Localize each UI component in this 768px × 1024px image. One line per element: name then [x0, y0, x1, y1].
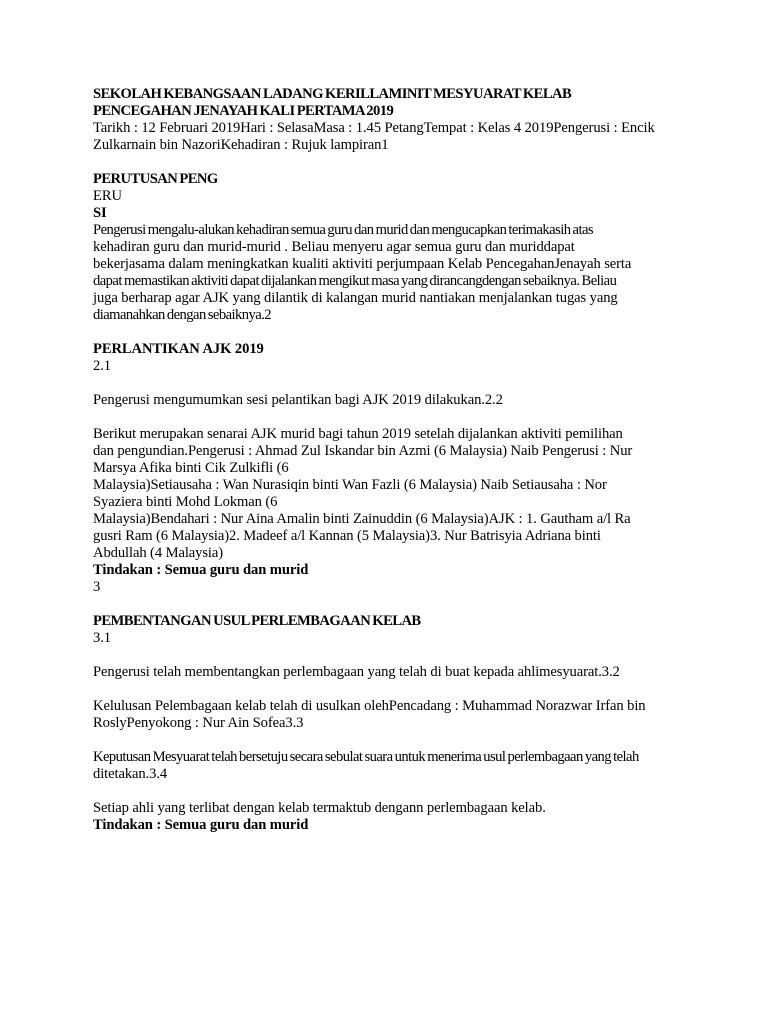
- spacer: [93, 681, 698, 698]
- section-3-paragraph-2-line-1: Kelulusan Pelembagaan kelab telah di usulkan olehPencadang : Muhammad Norazwar Irfan bin: [93, 698, 646, 714]
- section-2-line-7: gusri Ram (6 Malaysia)2. Madeef a/l Kannan (5 Malaysia)3. Nur Batrisyia Adriana binti: [93, 528, 601, 544]
- section-3-paragraph-4: Setiap ahli yang terlibat dengan kelab termaktub dengann perlembagaan kelab.: [93, 800, 546, 816]
- spacer: [93, 375, 698, 392]
- spacer: [93, 324, 698, 341]
- section-2-line-5: Syaziera binti Mohd Lokman (6: [93, 494, 278, 510]
- spacer: [93, 154, 698, 171]
- section-1-line-5: juga berharap agar AJK yang dilantik di kalangan murid nantiakan menjalankan tugas yang: [93, 290, 618, 306]
- section-1-line-1: Pengerusi mengalu-alukan kehadiran semua guru dan murid dan mengucapkan terimakasih atas: [93, 222, 594, 238]
- section-2-action: Tindakan : Semua guru dan murid: [93, 562, 309, 578]
- section-3-paragraph-3-line-1: Keputusan Mesyuarat telah bersetuju secara sebulat suara untuk menerima usul perlembagaan yang telah: [93, 749, 639, 765]
- document-title-line-1: SEKOLAH KEBANGSAAN LADANG KERILLAMINIT MESYUARAT KELAB: [93, 86, 572, 102]
- meeting-details-line-1: Tarikh : 12 Februari 2019Hari : SelasaMasa : 1.45 PetangTempat : Kelas 4 2019Pengerusi : Encik: [93, 120, 655, 136]
- section-3-paragraph-1: Pengerusi telah membentangkan perlembagaan yang telah di buat kepada ahlimesyuarat.3.2: [93, 664, 620, 680]
- section-1-heading-b: ERU: [93, 188, 122, 204]
- section-2-line-3: Marsya Afika binti Cik Zulkifli (6: [93, 460, 289, 476]
- section-3-heading: PEMBENTANGAN USUL PERLEMBAGAAN KELAB: [93, 613, 421, 629]
- spacer: [93, 783, 698, 800]
- section-2-heading: PERLANTIKAN AJK 2019: [93, 341, 264, 357]
- section-2-line-1: Berikut merupakan senarai AJK murid bagi tahun 2019 setelah dijalankan aktiviti pemilihan: [93, 426, 623, 442]
- section-2-line-4: Malaysia)Setiausaha : Wan Nurasiqin binti Wan Fazli (6 Malaysia) Naib Setiausaha : Nor: [93, 477, 607, 493]
- section-3-number-label: 3: [93, 579, 101, 595]
- section-1-line-2: kehadiran guru dan murid-murid . Beliau menyeru agar semua guru dan muriddapat: [93, 239, 575, 255]
- section-1-line-6: diamanahkan dengan sebaiknya.2: [93, 307, 272, 323]
- spacer: [93, 647, 698, 664]
- section-3-paragraph-3-line-2: ditetakan.3.4: [93, 766, 168, 782]
- spacer: [93, 596, 698, 613]
- section-1-heading-a: PERUTUSAN PENG: [93, 171, 218, 187]
- spacer: [93, 409, 698, 426]
- document-title-line-2: PENCEGAHAN JENAYAH KALI PERTAMA 2019: [93, 103, 394, 119]
- section-3-action: Tindakan : Semua guru dan murid: [93, 817, 309, 833]
- spacer: [93, 732, 698, 749]
- section-2-line-6: Malaysia)Bendahari : Nur Aina Amalin binti Zainuddin (6 Malaysia)AJK : 1. Gautham a/l Ra: [93, 511, 631, 527]
- meeting-details-line-2: Zulkarnain bin NazoriKehadiran : Rujuk lampiran1: [93, 137, 389, 153]
- section-1-line-3: bekerjasama dalam meningkatkan kualiti aktiviti perjumpaan Kelab PencegahanJenayah serta: [93, 256, 632, 272]
- section-2-line-8: Abdullah (4 Malaysia): [93, 545, 224, 561]
- section-1-line-4: dapat memastikan aktiviti dapat dijalankan mengikut masa yang dirancangdengan sebaiknya. Beliau: [93, 273, 617, 289]
- section-3-paragraph-2-line-2: RoslyPenyokong : Nur Ain Sofea3.3: [93, 715, 304, 731]
- section-2-line-2: dan pengundian.Pengerusi : Ahmad Zul Iskandar bin Azmi (6 Malaysia) Naib Pengerusi : Nur: [93, 443, 633, 459]
- section-2-number: 2.1: [93, 358, 111, 374]
- section-3-number: 3.1: [93, 630, 111, 646]
- section-2-paragraph-1: Pengerusi mengumumkan sesi pelantikan bagi AJK 2019 dilakukan.2.2: [93, 392, 503, 408]
- section-1-heading-c: SI: [93, 205, 107, 221]
